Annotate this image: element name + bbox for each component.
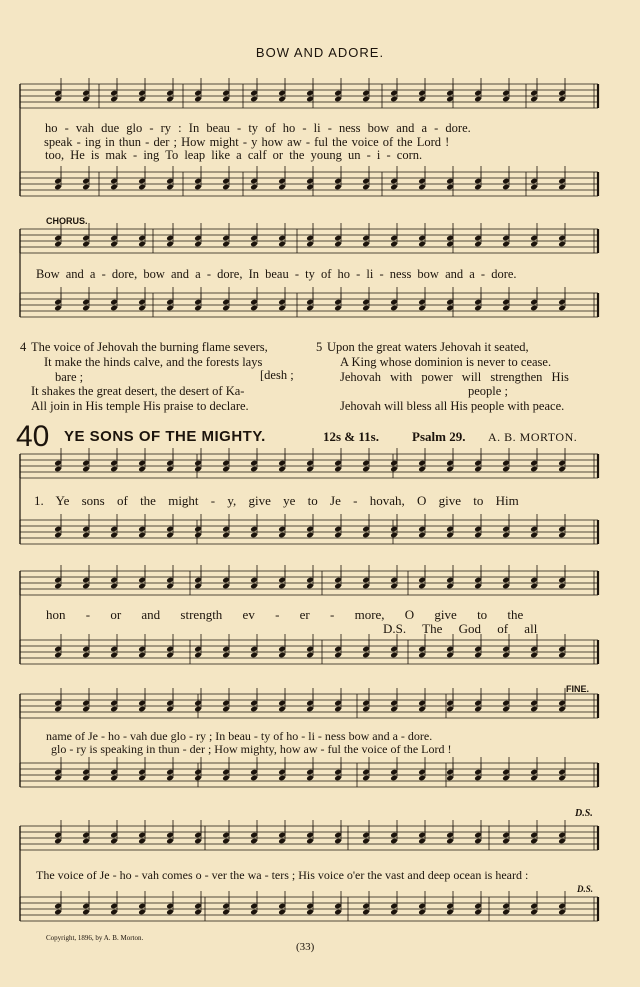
fine-mark: FINE.	[566, 684, 590, 694]
hymn-40-line-3a: name of Je - ho - vah due glo - ry ; In beau - ty of ho - li - ness bow and a - dore.	[46, 729, 433, 743]
verse-5-line-3: Jehovah with power will strengthen His	[340, 370, 569, 384]
hymn-40-line-1: 1. Ye sons of the might - y, give ye to Je - hovah, O give to Him	[34, 493, 519, 508]
lyric-line-1: ho - vah due glo - ry : In beau - ty of ho - li - ness bow and a - dore.	[45, 121, 471, 135]
copyright: Copyright, 1896, by A. B. Morton.	[46, 934, 144, 942]
verse-5-line-2: A King whose dominion is never to cease.	[340, 355, 552, 369]
hymn-meter: 12s & 11s.	[323, 429, 379, 444]
verse-4-line-3: bare ;	[55, 370, 84, 384]
verse-4-line-5: It shakes the great desert, the desert of Ka-	[31, 384, 245, 398]
verse-5-line-1: Upon the great waters Jehovah it seated,	[327, 340, 529, 354]
verse-4-line-6: All join in His temple His praise to declare.	[31, 399, 249, 413]
verse-5-line-4: people ;	[468, 384, 508, 398]
hymn-psalm: Psalm 29.	[412, 429, 466, 444]
ds-mark-top: D.S.	[575, 808, 593, 819]
lyric-line-3: too, He is mak - ing To leap like a calf or the young un - i - corn.	[45, 148, 423, 162]
chorus-label: CHORUS.	[46, 216, 88, 226]
verse-5-line-5: Jehovah will bless all His people with peace.	[340, 399, 565, 413]
hymn-40-line-3b: glo - ry is speaking in thun - der ; How mighty, how aw - ful the voice of the Lord !	[51, 742, 452, 756]
hymn-40-line-2b: D.S. The God of all	[383, 621, 538, 636]
hymn-number: 40	[16, 420, 50, 453]
verse-4-line-4: [desh ;	[260, 368, 294, 382]
ds-mark-bottom: D.S.	[577, 884, 594, 894]
lyric-line-2: speak - ing in thun - der ; How might - y how aw - ful the voice of the Lord !	[44, 135, 450, 149]
hymn-40-line-2: hon - or and strength ev - er - more, O give to the	[46, 607, 524, 622]
verse-4-number: 4	[20, 340, 27, 354]
hymn-composer: A. B. MORTON.	[488, 430, 578, 444]
page-number: (33)	[296, 941, 315, 953]
verse-4-line-1: The voice of Jehovah the burning flame severs,	[31, 340, 268, 354]
hymn-40-title: YE SONS OF THE MIGHTY.	[64, 428, 266, 445]
verse-4-line-2: It make the hinds calve, and the forests lays	[44, 355, 263, 369]
hymn-40-line-4: The voice of Je - ho - vah comes o - ver the wa - ters ; His voice o'er the vast and deep ocean is heard :	[36, 868, 529, 882]
chorus-lyric: Bow and a - dore, bow and a - dore, In beau - ty of ho - li - ness bow and a - dore.	[36, 267, 517, 281]
verse-5-number: 5	[316, 340, 323, 354]
hymn-top-title: BOW AND ADORE.	[255, 45, 385, 60]
